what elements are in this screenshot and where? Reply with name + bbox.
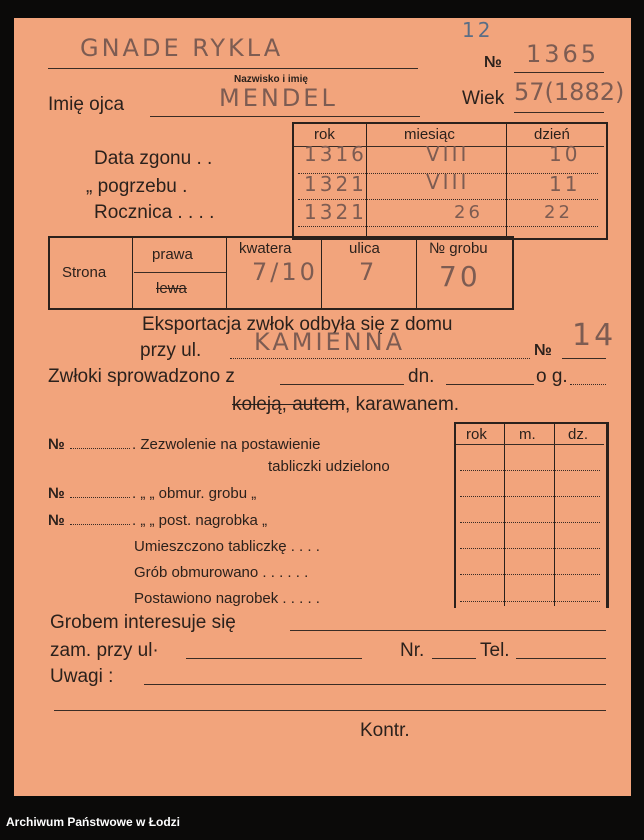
row-value: 7 <box>359 258 378 286</box>
interested-label: Grobem interesuje się <box>50 612 236 633</box>
house-no-label: № <box>534 342 552 359</box>
permit-walling: . „ „ obmur. grobu „ <box>132 485 257 502</box>
burial-card <box>14 18 631 796</box>
number-note: 12 <box>462 18 494 42</box>
export-line: Eksportacja zwłok odbyła się z domu <box>142 314 453 335</box>
permit-no-label: № <box>48 512 65 529</box>
permit-col-dz: dz. <box>568 426 589 443</box>
tel-label: Tel. <box>480 640 510 661</box>
father-label: Imię ojca <box>48 94 125 115</box>
anniversary-label: Rocznica . . . . <box>94 202 215 223</box>
grave-walled: Grób obmurowano . . . . . . <box>134 564 309 581</box>
col-rok: rok <box>314 126 335 143</box>
permit-col-rok: rok <box>466 426 487 443</box>
plaque-placed: Umieszczono tabliczkę . . . . <box>134 538 320 555</box>
father-value: MENDEL <box>219 84 338 112</box>
surname-name-value: GNADE RYKLA <box>80 34 284 62</box>
death-year: 1316 <box>304 142 367 166</box>
transport-methods <box>232 394 459 416</box>
permits-table <box>454 422 609 608</box>
day-label: dn. <box>408 366 435 387</box>
burial-year: 1321 <box>304 172 367 196</box>
anniversary-month: 26 <box>454 202 483 223</box>
hour-label: o g. <box>536 366 568 387</box>
row-label: ulica <box>349 240 380 257</box>
archive-watermark: Archiwum Państwowe w Łodzi <box>6 815 181 829</box>
grave-number-value: 70 <box>439 260 481 293</box>
street-value: KAMIENNA <box>254 328 406 356</box>
surname-label: Nazwisko i imię <box>234 74 308 85</box>
grave-number-label: № grobu <box>429 240 488 257</box>
control-label: Kontr. <box>360 720 410 741</box>
address-label: zam. przy ul· <box>50 640 159 661</box>
anniversary-day: 22 <box>544 202 573 223</box>
death-date-label: Data zgonu . . <box>94 148 213 169</box>
age-label: Wiek <box>462 88 505 109</box>
permit-no-label: № <box>48 436 65 453</box>
side-right: prawa <box>152 246 193 263</box>
street-label: przy ul. <box>140 340 202 361</box>
number-value: 1365 <box>526 40 600 68</box>
col-dzien: dzień <box>534 126 570 143</box>
tombstone-placed: Postawiono nagrobek . . . . . <box>134 590 320 607</box>
permit-plaque: . Zezwolenie na postawienie <box>132 436 321 453</box>
anniversary-year: 1321 <box>304 200 367 224</box>
transport-struck: koleją, autem <box>232 394 346 415</box>
side-left: lewa <box>156 280 187 297</box>
burial-date-label: „ pogrzebu . <box>86 176 188 197</box>
number-label: № <box>484 54 502 71</box>
col-miesiac: miesiąc <box>404 126 455 143</box>
brought-from-label: Zwłoki sprowadzono z <box>48 366 235 387</box>
remarks-label: Uwagi : <box>50 666 114 687</box>
death-month: VIII <box>426 142 470 166</box>
permit-plaque-2: tabliczki udzielono <box>268 458 390 475</box>
death-day: 10 <box>549 142 581 166</box>
permit-col-m: m. <box>519 426 536 443</box>
burial-day: 11 <box>549 172 581 196</box>
permit-no-label: № <box>48 485 65 502</box>
nr-label: Nr. <box>400 640 425 661</box>
age-value: 57(1882) <box>514 78 625 106</box>
transport-hearse: , karawanem. <box>345 394 460 415</box>
permit-tombstone: . „ „ post. nagrobka „ <box>132 512 268 529</box>
side-label: Strona <box>62 264 107 281</box>
quarter-value: 7/10 <box>252 258 318 286</box>
house-no-value: 14 <box>572 318 617 353</box>
quarter-label: kwatera <box>239 240 292 257</box>
burial-month: VIII <box>426 170 470 194</box>
